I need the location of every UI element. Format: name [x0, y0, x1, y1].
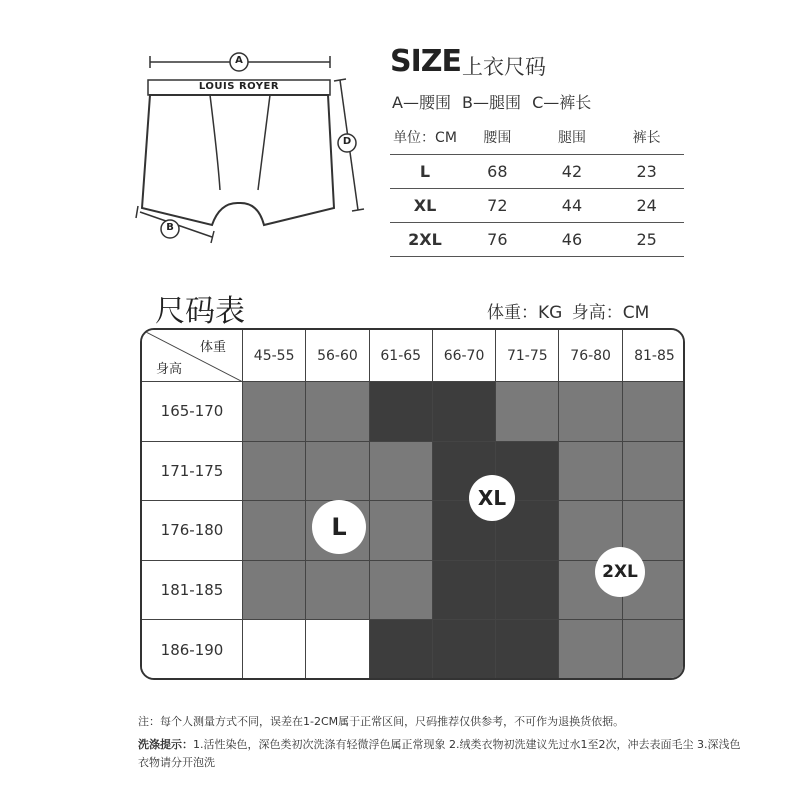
leg-cell: 42 — [535, 154, 610, 188]
size-badge-2xl: 2XL — [595, 547, 645, 597]
waist-cell: 76 — [460, 222, 535, 256]
wash-text: 1.活性染色，深色类初次洗涤有轻微浮色属正常现象 2.绒类衣物初洗建议先过水1至2次，冲去表面毛尘 3.深浅色衣物请分开泡洗 — [138, 738, 741, 769]
weight-header-cell: 61-65 — [370, 330, 433, 382]
wash-instructions — [138, 736, 748, 772]
size-cell: XL — [390, 188, 460, 222]
table-row — [390, 154, 684, 188]
chart-cell — [433, 561, 496, 621]
table-row — [390, 188, 684, 222]
length-cell: 23 — [609, 154, 684, 188]
height-header-cell: 181-185 — [142, 561, 243, 621]
height-row — [142, 620, 685, 680]
weight-header-cell: 56-60 — [306, 330, 369, 382]
marker-a-label: A — [235, 55, 243, 66]
briefs-outline-icon — [120, 40, 370, 250]
size-cell: L — [390, 154, 460, 188]
chart-cell — [433, 382, 496, 442]
size-table — [390, 120, 684, 257]
chart-cell — [370, 442, 433, 502]
corner-weight-label: 体重 — [199, 340, 226, 355]
chart-cell — [306, 442, 369, 502]
waist-cell: 72 — [460, 188, 535, 222]
chart-cell — [243, 501, 306, 561]
weight-header-cell: 81-85 — [623, 330, 685, 382]
corner-cell — [142, 330, 243, 382]
chart-cell — [559, 620, 622, 680]
measurement-note: 注：每个人测量方式不同，误差在1-2CM属于正常区间，尺码推荐仅供参考，不可作为退换货依据。 — [138, 715, 625, 728]
table-row — [390, 222, 684, 256]
header-unit: 单位：CM — [390, 120, 460, 154]
chart-cell — [306, 561, 369, 621]
chart-cell — [559, 442, 622, 502]
marker-b-label: B — [166, 222, 174, 233]
height-header-cell: 186-190 — [142, 620, 243, 680]
chart-cell — [370, 382, 433, 442]
chart-cell — [370, 501, 433, 561]
size-chart-title: 尺码表 — [155, 294, 245, 329]
size-title: SIZE — [390, 44, 462, 79]
size-cell: 2XL — [390, 222, 460, 256]
height-header-cell: 165-170 — [142, 382, 243, 442]
height-header-cell: 171-175 — [142, 442, 243, 502]
wash-label: 洗涤提示： — [138, 738, 193, 751]
height-header-cell: 176-180 — [142, 501, 243, 561]
chart-cell — [243, 442, 306, 502]
height-row — [142, 442, 685, 502]
marker-d-label: D — [342, 136, 352, 147]
weight-header-cell: 66-70 — [433, 330, 496, 382]
length-cell: 25 — [609, 222, 684, 256]
chart-cell — [623, 382, 685, 442]
chart-cell — [370, 620, 433, 680]
weight-header-row — [142, 330, 685, 382]
chart-cell — [243, 382, 306, 442]
size-table-header — [390, 120, 684, 154]
header-leg: 腿围 — [535, 120, 610, 154]
chart-cell — [623, 442, 685, 502]
briefs-diagram — [120, 40, 370, 250]
corner-height-label: 身高 — [156, 362, 183, 377]
chart-cell — [243, 561, 306, 621]
length-cell: 24 — [609, 188, 684, 222]
size-chart-grid — [140, 328, 685, 680]
chart-cell — [370, 561, 433, 621]
size-badge-l: L — [312, 500, 366, 554]
weight-header-cell: 76-80 — [559, 330, 622, 382]
chart-cell — [433, 620, 496, 680]
chart-cell — [623, 620, 685, 680]
chart-cell — [496, 382, 559, 442]
height-row — [142, 382, 685, 442]
header-length: 裤长 — [609, 120, 684, 154]
brand-label: LOUIS ROYER — [198, 81, 280, 92]
measurement-legend: A—腰围 B—腿围 C—裤长 — [392, 93, 592, 112]
chart-cell — [306, 382, 369, 442]
chart-cell — [306, 620, 369, 680]
chart-cell — [243, 620, 306, 680]
size-chart-units: 体重：KG 身高：CM — [487, 303, 650, 323]
chart-cell — [496, 620, 559, 680]
chart-cell — [496, 561, 559, 621]
weight-header-cell: 45-55 — [243, 330, 306, 382]
header-waist: 腰围 — [460, 120, 535, 154]
size-subtitle: 上衣尺码 — [462, 55, 546, 79]
weight-header-cell: 71-75 — [496, 330, 559, 382]
leg-cell: 46 — [535, 222, 610, 256]
waist-cell: 68 — [460, 154, 535, 188]
size-badge-xl: XL — [469, 475, 515, 521]
leg-cell: 44 — [535, 188, 610, 222]
chart-cell — [559, 382, 622, 442]
